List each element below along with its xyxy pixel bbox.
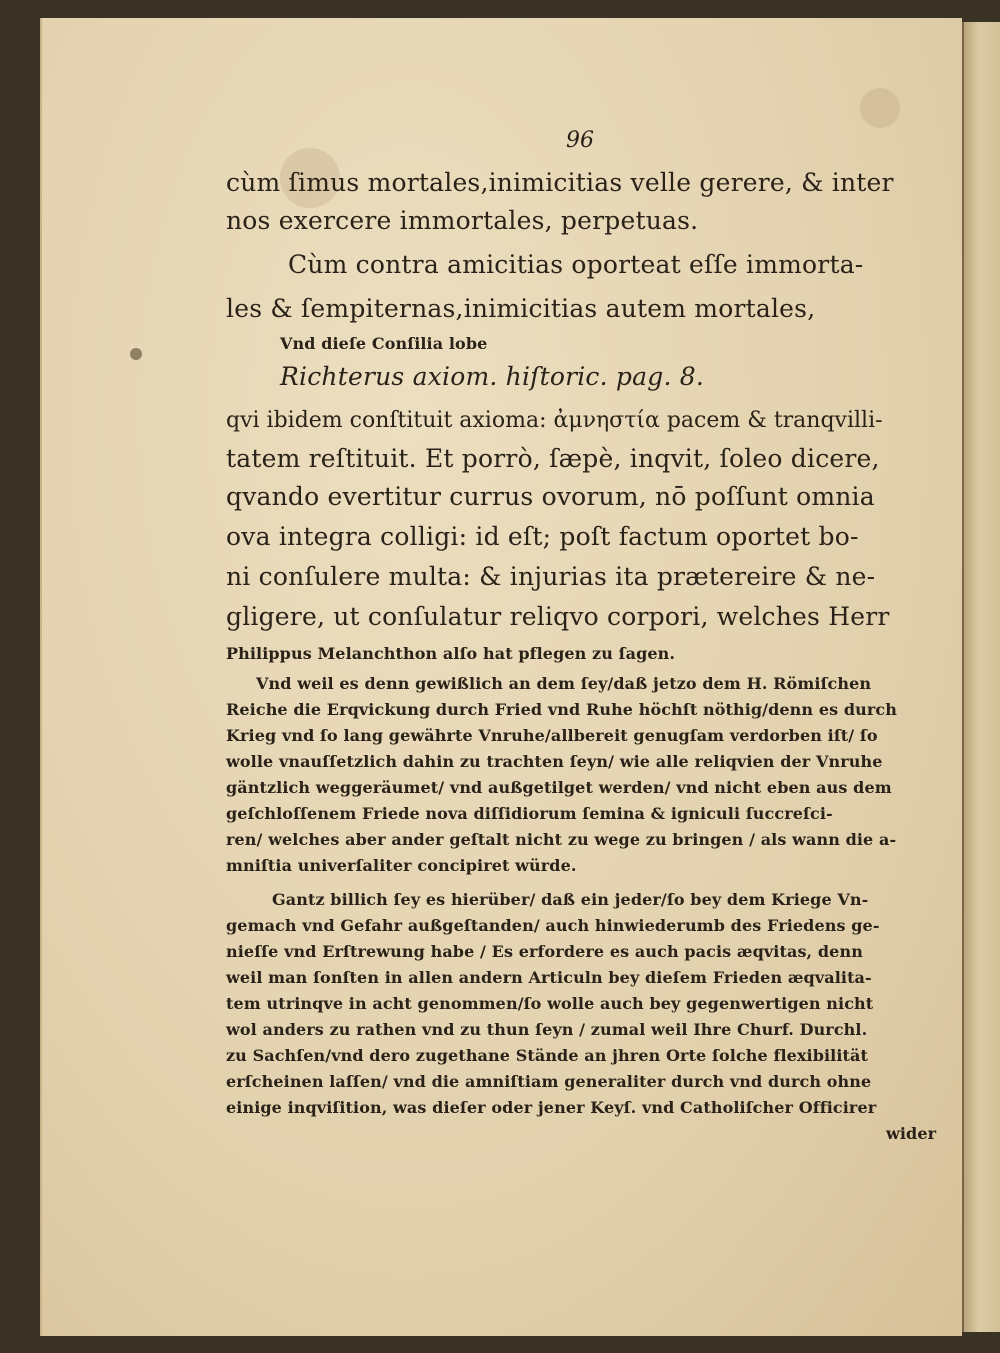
text-line: Krieg vnd ſo lang gewährte Vnruhe/allbereit genugſam verdorben iſt/ ſo <box>226 726 878 745</box>
adjacent-page-edge <box>962 22 1000 1332</box>
text-line: les & ſempiternas,inimicitias autem mortales, <box>226 294 816 323</box>
text-line: geſchloſſenem Friede nova diſſidiorum ſemina & igniculi ſuccreſci- <box>226 804 833 823</box>
text-line: zu Sachſen/vnd dero zugethane Stände an jhren Orte ſolche flexibilität <box>226 1046 868 1065</box>
text-line: qvi ibidem conſtituit axioma: ἀμνηστία pacem & tranqvilli- <box>226 408 883 433</box>
text-line: gäntzlich weggeräumet/ vnd außgetilget werden/ vnd nicht eben aus dem <box>226 778 892 797</box>
text-line: Gantz billich ſey es hierüber/ daß ein jeder/ſo bey dem Kriege Vn- <box>272 890 869 909</box>
catchword: wider <box>886 1124 937 1143</box>
text-line: ova integra colligi: id eſt; poſt factum oportet bo- <box>226 522 859 551</box>
text-line: gligere, ut conſulatur reliqvo corpori, welches Herr <box>226 602 890 631</box>
text-line: erſcheinen laſſen/ vnd die amniſtiam generaliter durch vnd durch ohne <box>226 1072 872 1091</box>
text-line: wol anders zu rathen vnd zu thun ſeyn / zumal weil Ihre Churf. Durchl. <box>226 1020 868 1039</box>
ink-spot <box>130 348 142 360</box>
paper-stain <box>860 88 900 128</box>
text-line: tem utrinqve in acht genommen/ſo wolle auch bey gegenwertigen nicht <box>226 994 874 1013</box>
text-line: Vnd weil es denn gewißlich an dem ſey/daß jetzo dem H. Römiſchen <box>256 674 872 693</box>
text-line: Reiche die Erqvickung durch Fried vnd Ruhe höchſt nöthig/denn es durch <box>226 700 897 719</box>
text-line: gemach vnd Gefahr außgeſtanden/ auch hinwiederumb des Friedens ge- <box>226 916 880 935</box>
text-line: weil man ſonſten in allen andern Articuln bey dieſem Frieden æqvalita- <box>226 968 872 987</box>
page-number: 96 <box>566 128 594 153</box>
text-line: wolle vnauſſetzlich dahin zu trachten ſeyn/ wie alle reliqvien der Vnruhe <box>226 752 883 771</box>
text-line: Cùm contra amicitias oporteat eſſe immorta- <box>288 250 864 279</box>
text-line: einige inqviſition, was dieſer oder jener Keyſ. vnd Catholiſcher Officirer <box>226 1098 877 1117</box>
text-line: Vnd dieſe Conſilia lobe <box>280 334 488 353</box>
text-line: ren/ welches aber ander geſtalt nicht zu wege zu bringen / als wann die a- <box>226 830 897 849</box>
text-line: nieſſe vnd Erſtrewung habe / Es erfordere es auch pacis æqvitas, denn <box>226 942 863 961</box>
text-line: Richterus axiom. hiſtoric. pag. 8. <box>280 362 704 391</box>
text-line: ni conſulere multa: & injurias ita prætereire & ne- <box>226 562 876 591</box>
text-line: qvando evertitur currus ovorum, nō poſſunt omnia <box>226 482 875 511</box>
text-line: mniſtia univerſaliter concipiret würde. <box>226 856 577 875</box>
text-line: Philippus Melanchthon alſo hat pflegen zu ſagen. <box>226 644 676 663</box>
text-line: tatem reſtituit. Et porrò, ſæpè, inqvit, ſoleo dicere, <box>226 444 880 473</box>
text-line: nos exercere immortales, perpetuas. <box>226 206 699 235</box>
text-line: cùm ſimus mortales,inimicitias velle gerere, & inter <box>226 168 894 197</box>
